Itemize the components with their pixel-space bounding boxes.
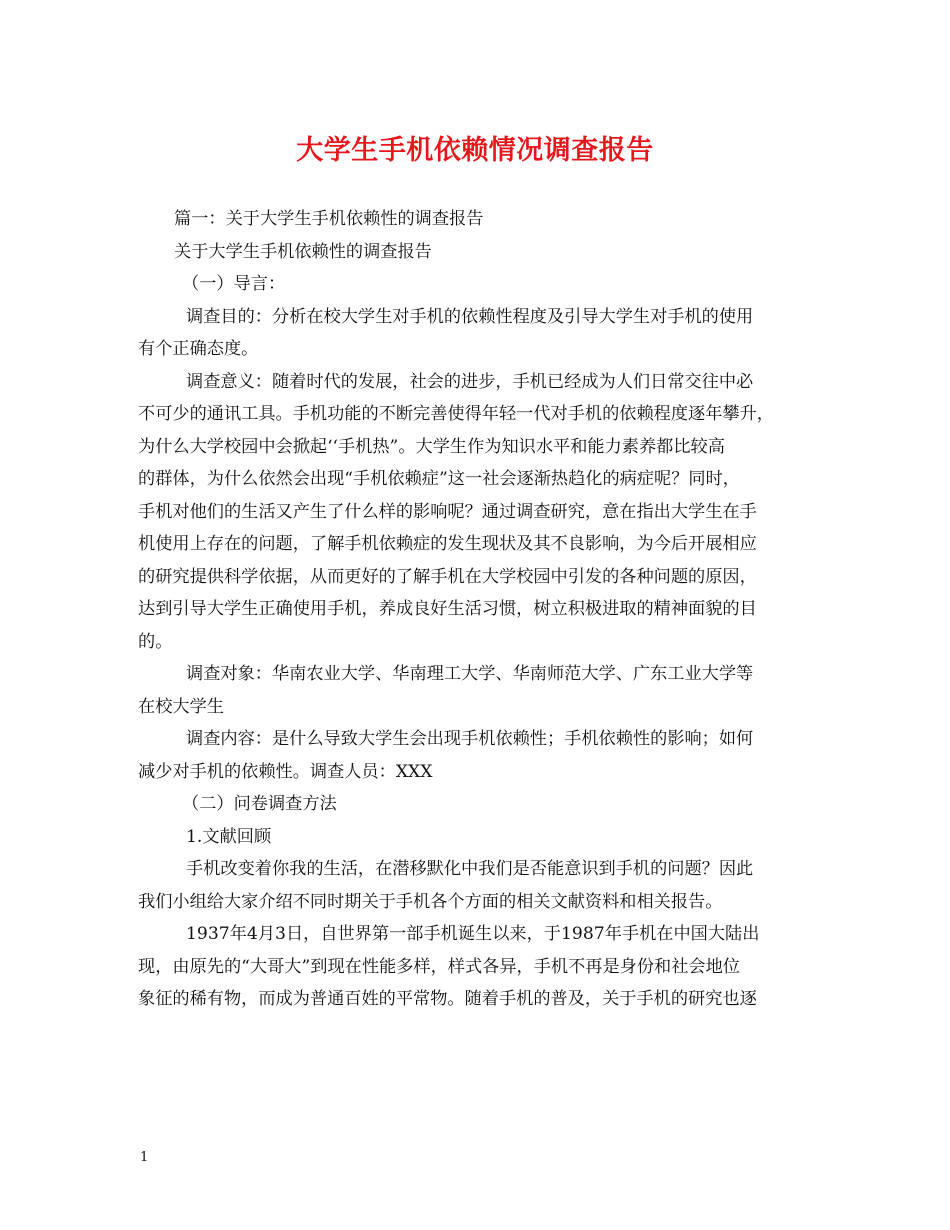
paragraph-line: 在校大学生 <box>138 696 224 717</box>
paragraph-line: 象征的稀有物，而成为普通百姓的平常物。随着手机的普及，关于手机的研究也逐 <box>138 989 757 1009</box>
paragraph-line: 调查意义：随着时代的发展，社会的进步，手机已经成为人们日常交往中必 <box>186 371 754 392</box>
paragraph-line: 1937年4月3日，自世界第一部手机诞生以来，于1987年手机在中国大陆出 <box>186 924 760 944</box>
paragraph-line: 手机改变着你我的生活，在潜移默化中我们是否能意识到手机的问题？因此 <box>186 859 754 879</box>
paragraph-line: 手机对他们的生活又产生了什么样的影响呢？通过调查研究，意在指出大学生在手 <box>138 501 757 522</box>
paragraph-line: 的。 <box>138 631 173 652</box>
paragraph-line: 我们小组给大家介绍不同时期关于手机各个方面的相关文献资料和相关报告。 <box>138 891 723 912</box>
paragraph-line: 有个正确态度。 <box>138 339 259 359</box>
paragraph-line: 为什么大学校园中会掀起‘‘手机热”。大学生作为知识水平和能力素养都比较高 <box>138 436 725 457</box>
page-number: 1 <box>140 1150 149 1165</box>
section-heading-method: （二）问卷调查方法 <box>182 794 337 814</box>
subsection-heading: 1.文献回顾 <box>186 826 272 847</box>
paragraph-line: 调查目的：分析在校大学生对手机的依赖性程度及引导大学生对手机的使用 <box>186 306 754 327</box>
document-title: 大学生手机依赖情况调查报告 <box>296 135 654 166</box>
subtitle-line: 关于大学生手机依赖性的调查报告 <box>174 241 432 262</box>
section-heading: 篇一：关于大学生手机依赖性的调查报告 <box>174 209 484 229</box>
paragraph-line: 机使用上存在的问题，了解手机依赖症的发生现状及其不良影响，为今后开展相应 <box>138 534 757 554</box>
paragraph-line: 调查对象：华南农业大学、华南理工大学、华南师范大学、广东工业大学等 <box>186 664 754 684</box>
paragraph-line: 调查内容：是什么导致大学生会出现手机依赖性；手机依赖性的影响；如何 <box>186 729 754 749</box>
paragraph-line: 的群体，为什么依然会出现“手机依赖症”这一社会逐渐热趋化的病症呢？同时， <box>138 469 740 489</box>
paragraph-line: 减少对手机的依赖性。调查人员：XXX <box>138 761 433 782</box>
paragraph-line: 达到引导大学生正确使用手机，养成良好生活习惯，树立积极进取的精神面貌的目 <box>138 599 757 619</box>
section-heading-intro: （一）导言： <box>182 274 286 294</box>
paragraph-line: 的研究提供科学依据，从而更好的了解手机在大学校园中引发的各种问题的原因， <box>138 566 757 587</box>
paragraph-line: 不可少的通讯工具。手机功能的不断完善使得年轻一代对手机的依赖程度逐年攀升， <box>138 404 774 424</box>
paragraph-line: 现，由原先的“大哥大”到现在性能多样，样式各异，手机不再是身份和社会地位 <box>138 956 740 977</box>
document-body <box>138 203 816 1016</box>
